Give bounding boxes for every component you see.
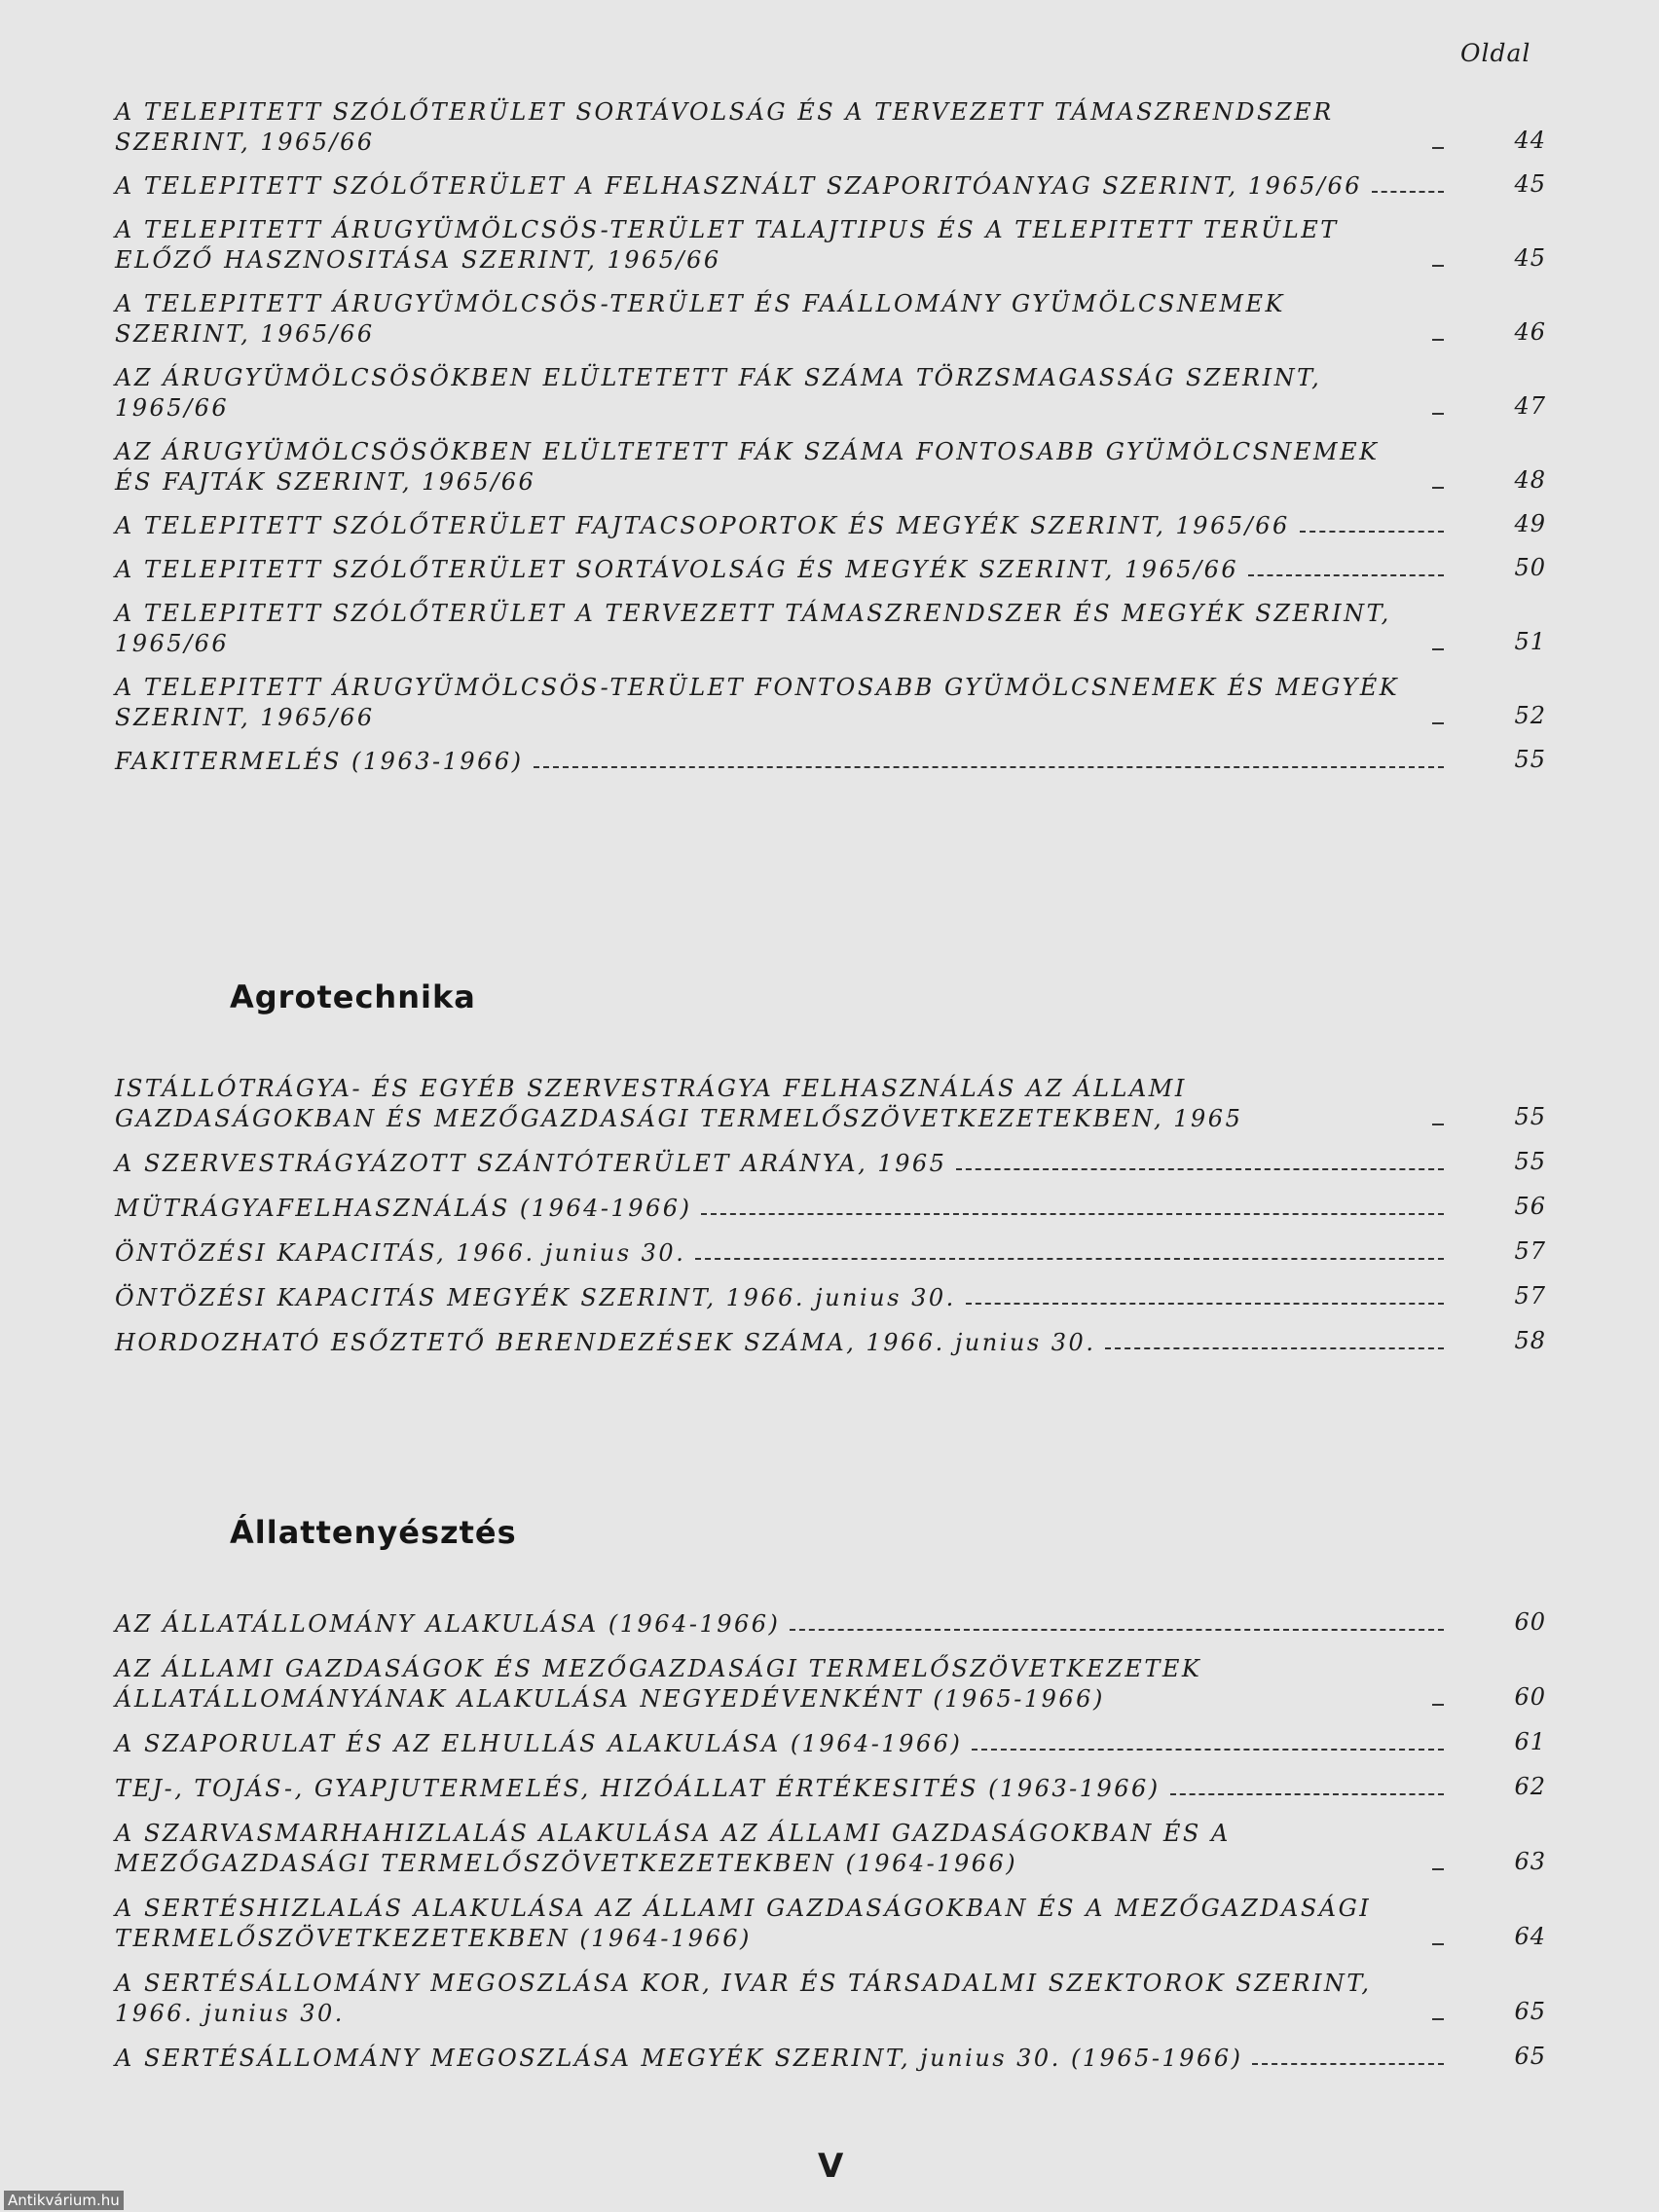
- dotted-leader: [701, 1212, 1444, 1215]
- toc-entry-title: AZ ÁLLATÁLLOMÁNY ALAKULÁSA (1964-1966): [115, 1610, 781, 1638]
- toc-entry: [115, 1654, 1546, 1714]
- watermark-label: Antikvárium.hu: [4, 2191, 124, 2210]
- toc-entry-page: 58: [1514, 1327, 1546, 1354]
- toc-entry-title: A TELEPITETT SZÓLŐTERÜLET A FELHASZNÁLT SZAPORITÓANYAG SZERINT, 1965/66: [115, 172, 1362, 200]
- dotted-leader: [1372, 190, 1444, 193]
- toc-entry: [115, 1194, 1546, 1224]
- toc-entry-page: 55: [1514, 746, 1546, 773]
- toc-entry: [115, 1238, 1546, 1269]
- toc-entry: [115, 437, 1546, 498]
- dotted-leader: [534, 765, 1444, 768]
- dotted-leader: [972, 1748, 1444, 1751]
- section-heading-allattenyesztes: Állattenyésztés: [230, 1514, 517, 1551]
- toc-list-agrotechnika: [115, 1074, 1546, 1358]
- toc-entry: [115, 1283, 1546, 1313]
- toc-entry: [115, 599, 1546, 659]
- toc-entry-page: 56: [1514, 1193, 1546, 1220]
- toc-entry: [115, 2044, 1546, 2074]
- dotted-leader: [1432, 721, 1444, 724]
- toc-entry-title: ISTÁLLÓTRÁGYA- ÉS EGYÉB SZERVESTRÁGYA FELHASZNÁLÁS AZ ÁLLAMI GAZDASÁGOKBAN ÉS MEZŐGAZDASÁGI TERMELŐSZÖVETKEZETEKBEN, 1965: [115, 1075, 1243, 1132]
- toc-entry-title: TEJ-, TOJÁS-, GYAPJUTERMELÉS, HIZÓÁLLAT ÉRTÉKESITÉS (1963-1966): [115, 1775, 1161, 1802]
- toc-entry: [115, 1969, 1546, 2029]
- toc-entry-page: 44: [1514, 127, 1546, 154]
- toc-entry-page: 63: [1514, 1848, 1546, 1875]
- toc-entry-page: 45: [1514, 244, 1546, 272]
- toc-entry-title: ÖNTÖZÉSI KAPACITÁS MEGYÉK SZERINT, 1966. junius 30.: [115, 1284, 956, 1311]
- toc-entry: [115, 171, 1546, 202]
- toc-entry-page: 46: [1514, 318, 1546, 346]
- toc-entry: [115, 1894, 1546, 1954]
- toc-entry-page: 60: [1514, 1608, 1546, 1636]
- toc-entry: [115, 215, 1546, 276]
- toc-entry-title: A SZAPORULAT ÉS AZ ELHULLÁS ALAKULÁSA (1964-1966): [115, 1730, 963, 1757]
- toc-entry-title: ÖNTÖZÉSI KAPACITÁS, 1966. junius 30.: [115, 1239, 686, 1267]
- dotted-leader: [1252, 2062, 1444, 2065]
- toc-entry-page: 47: [1514, 392, 1546, 420]
- toc-entry-page: 65: [1514, 1998, 1546, 2025]
- dotted-leader: [1432, 264, 1444, 267]
- toc-section-part1: [115, 97, 1546, 791]
- dotted-leader: [1432, 486, 1444, 489]
- toc-entry-title: A TELEPITETT SZÓLŐTERÜLET SORTÁVOLSÁG ÉS MEGYÉK SZERINT, 1965/66: [115, 556, 1239, 583]
- toc-section-allattenyesztes: [115, 1514, 1546, 2088]
- dotted-leader: [1432, 647, 1444, 650]
- dotted-leader: [1248, 573, 1444, 576]
- toc-entry: [115, 1819, 1546, 1879]
- toc-entry: [115, 363, 1546, 424]
- toc-entry-title: A TELEPITETT SZÓLŐTERÜLET A TERVEZETT TÁMASZRENDSZER ÉS MEGYÉK SZERINT, 1965/66: [115, 600, 1391, 657]
- toc-entry: [115, 511, 1546, 541]
- toc-entry-title: A TELEPITETT SZÓLŐTERÜLET FAJTACSOPORTOK ÉS MEGYÉK SZERINT, 1965/66: [115, 512, 1290, 539]
- page-folio: V: [818, 2147, 844, 2186]
- toc-entry-page: 64: [1514, 1923, 1546, 1950]
- section-heading-agrotechnika: Agrotechnika: [230, 978, 476, 1015]
- toc-entry-title: AZ ÁRUGYÜMÖLCSÖSÖKBEN ELÜLTETETT FÁK SZÁMA TÖRZSMAGASSÁG SZERINT, 1965/66: [115, 364, 1322, 422]
- dotted-leader: [1432, 146, 1444, 149]
- dotted-leader: [1105, 1346, 1444, 1349]
- toc-entry-title: A SERTÉSÁLLOMÁNY MEGOSZLÁSA MEGYÉK SZERINT, junius 30. (1965-1966): [115, 2045, 1243, 2072]
- toc-entry: [115, 289, 1546, 350]
- dotted-leader: [1432, 1867, 1444, 1870]
- toc-entry-title: A TELEPITETT SZÓLŐTERÜLET SORTÁVOLSÁG ÉS A TERVEZETT TÁMASZRENDSZER SZERINT, 1965/66: [115, 98, 1334, 156]
- toc-entry-page: 45: [1514, 170, 1546, 198]
- dotted-leader: [1432, 412, 1444, 415]
- toc-entry-title: A TELEPITETT ÁRUGYÜMÖLCSÖS-TERÜLET FONTOSABB GYÜMÖLCSNEMEK ÉS MEGYÉK SZERINT, 1965/66: [115, 674, 1400, 731]
- toc-entry-title: A SERTÉSHIZLALÁS ALAKULÁSA AZ ÁLLAMI GAZDASÁGOKBAN ÉS A MEZŐGAZDASÁGI TERMELŐSZÖVETKEZETEKBEN (1964-1966): [115, 1895, 1372, 1952]
- dotted-leader: [966, 1302, 1444, 1305]
- toc-entry-page: 60: [1514, 1683, 1546, 1711]
- dotted-leader: [1432, 2017, 1444, 2020]
- toc-list-part1: [115, 97, 1546, 777]
- toc-entry-page: 61: [1514, 1728, 1546, 1755]
- toc-entry-title: A TELEPITETT ÁRUGYÜMÖLCSÖS-TERÜLET ÉS FAÁLLOMÁNY GYÜMÖLCSNEMEK SZERINT, 1965/66: [115, 290, 1285, 348]
- toc-entry-title: MÜTRÁGYAFELHASZNÁLÁS (1964-1966): [115, 1195, 692, 1222]
- dotted-leader: [956, 1167, 1444, 1170]
- toc-list-allattenyesztes: [115, 1609, 1546, 2074]
- toc-entry: [115, 1149, 1546, 1179]
- toc-entry: [115, 1074, 1546, 1134]
- toc-entry-page: 52: [1514, 702, 1546, 729]
- toc-entry-title: AZ ÁRUGYÜMÖLCSÖSÖKBEN ELÜLTETETT FÁK SZÁMA FONTOSABB GYÜMÖLCSNEMEK ÉS FAJTÁK SZERINT, 1965/66: [115, 438, 1380, 496]
- toc-entry: [115, 1729, 1546, 1759]
- dotted-leader: [1432, 1942, 1444, 1945]
- toc-entry-title: A SERTÉSÁLLOMÁNY MEGOSZLÁSA KOR, IVAR ÉS TÁRSADALMI SZEKTOROK SZERINT, 1966. junius 30.: [115, 1970, 1372, 2027]
- toc-entry: [115, 747, 1546, 777]
- toc-entry: [115, 673, 1546, 733]
- toc-entry: [115, 1609, 1546, 1640]
- toc-entry-title: HORDOZHATÓ ESŐZTETŐ BERENDEZÉSEK SZÁMA, 1966. junius 30.: [115, 1329, 1096, 1356]
- dotted-leader: [1432, 1703, 1444, 1706]
- toc-entry-page: 62: [1514, 1773, 1546, 1800]
- dotted-leader: [1300, 530, 1444, 533]
- toc-entry: [115, 1774, 1546, 1804]
- toc-section-agrotechnika: [115, 978, 1546, 1373]
- toc-entry-page: 48: [1514, 466, 1546, 494]
- toc-entry: [115, 97, 1546, 158]
- toc-entry: [115, 555, 1546, 585]
- toc-entry-page: 57: [1514, 1237, 1546, 1265]
- toc-entry-page: 51: [1514, 628, 1546, 655]
- toc-entry-page: 55: [1514, 1103, 1546, 1130]
- toc-entry-page: 57: [1514, 1282, 1546, 1309]
- toc-entry: [115, 1328, 1546, 1358]
- dotted-leader: [1432, 338, 1444, 341]
- page-column-header: Oldal: [1460, 39, 1531, 67]
- toc-entry-title: A SZERVESTRÁGYÁZOTT SZÁNTÓTERÜLET ARÁNYA, 1965: [115, 1150, 947, 1177]
- dotted-leader: [695, 1257, 1444, 1260]
- toc-entry-page: 55: [1514, 1148, 1546, 1175]
- toc-entry-title: AZ ÁLLAMI GAZDASÁGOK ÉS MEZŐGAZDASÁGI TERMELŐSZÖVETKEZETEK ÁLLATÁLLOMÁNYÁNAK ALAKULÁSA NEGYEDÉVENKÉNT (1965-1966): [115, 1655, 1202, 1713]
- toc-entry-page: 65: [1514, 2043, 1546, 2070]
- dotted-leader: [790, 1628, 1444, 1631]
- toc-entry-title: A TELEPITETT ÁRUGYÜMÖLCSÖS-TERÜLET TALAJTIPUS ÉS A TELEPITETT TERÜLET ELŐZŐ HASZNOSITÁSA SZERINT, 1965/66: [115, 216, 1339, 274]
- toc-entry-page: 49: [1514, 510, 1546, 537]
- dotted-leader: [1432, 1123, 1444, 1125]
- toc-entry-title: A SZARVASMARHAHIZLALÁS ALAKULÁSA AZ ÁLLAMI GAZDASÁGOKBAN ÉS A MEZŐGAZDASÁGI TERMELŐSZÖVETKEZETEKBEN (1964-1966): [115, 1820, 1231, 1877]
- dotted-leader: [1170, 1792, 1444, 1795]
- toc-entry-title: FAKITERMELÉS (1963-1966): [115, 748, 524, 775]
- toc-entry-page: 50: [1514, 554, 1546, 581]
